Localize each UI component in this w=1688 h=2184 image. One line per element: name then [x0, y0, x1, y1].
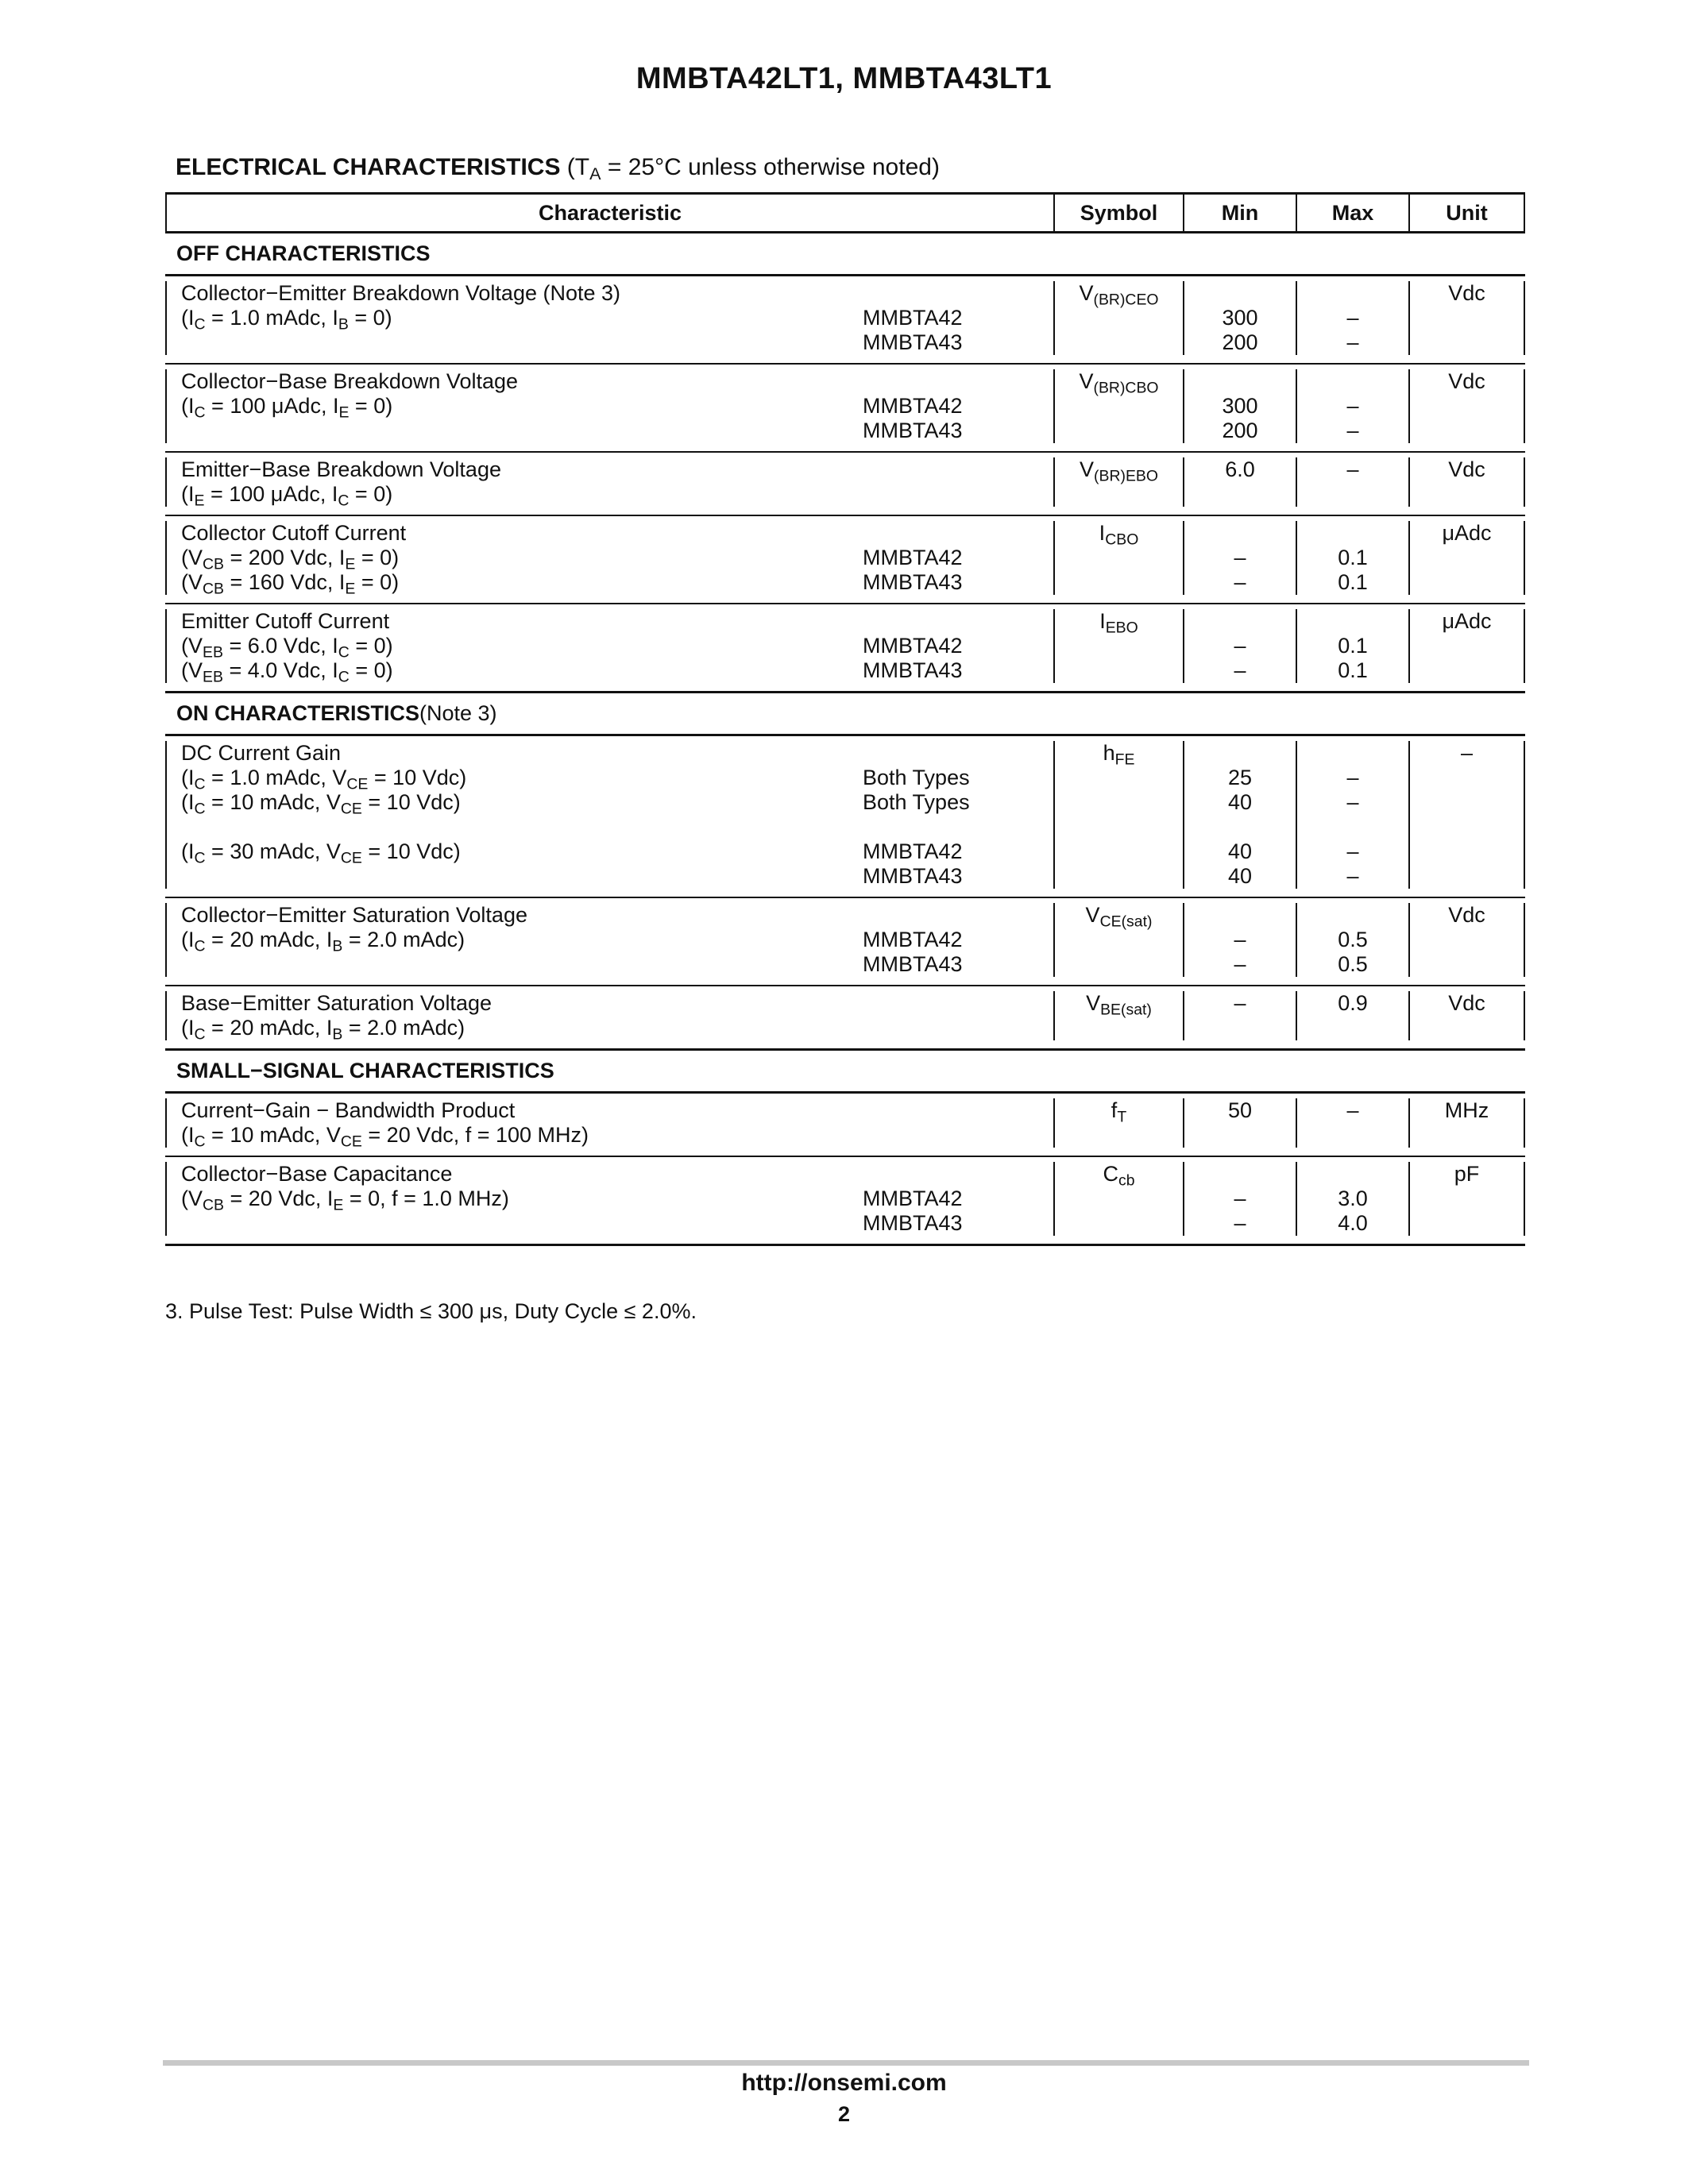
test-condition: ($I_C = 10$ mAdc, $V_{CE} = 20$ Vdc, f = 100 MHz) [181, 1123, 589, 1151]
max-value: 0.5 [1338, 952, 1368, 976]
device-type: MMBTA42 [863, 839, 963, 863]
table-row [165, 898, 1525, 986]
symbol: $I_{CBO}$ [1055, 521, 1184, 595]
test-condition: ($I_C = 1.0$ mAdc, $V_{CE} = 10$ Vdc) [181, 766, 467, 793]
max-value: – [1346, 330, 1359, 354]
min-value: – [1234, 658, 1246, 682]
max-value: – [1346, 790, 1359, 814]
min-value: 40 [1227, 790, 1253, 814]
footer-url-link[interactable]: http://onsemi.com [741, 2070, 947, 2096]
table-row [165, 276, 1525, 365]
min-value: 50 [1184, 1098, 1297, 1148]
device-type: MMBTA42 [863, 634, 963, 658]
group-title: SMALL−SIGNAL CHARACTERISTICS [176, 1059, 554, 1082]
unit: MHz [1410, 1098, 1525, 1148]
test-condition: ($V_{CB} = 20$ Vdc, $I_E = 0$, f = 1.0 MHz) [181, 1187, 509, 1214]
table-header [165, 192, 1525, 233]
table-row [165, 516, 1525, 604]
symbol: $V_{(BR)CBO}$ [1055, 369, 1184, 443]
test-condition: ($I_C = 1.0$ mAdc, $I_B = 0$) [181, 306, 392, 334]
test-condition: ($I_C = 20$ mAdc, $I_B = 2.0$ mAdc) [181, 1016, 465, 1044]
device-type: MMBTA42 [863, 306, 963, 330]
min-value: – [1184, 991, 1297, 1040]
max-value: 4.0 [1338, 1211, 1368, 1235]
table-row [165, 365, 1525, 453]
min-value: 200 [1222, 330, 1258, 354]
test-condition: ($I_C = 100$ μAdc, $I_E = 0$) [181, 394, 393, 422]
test-condition: ($V_{EB} = 6.0$ Vdc, $I_C = 0$) [181, 634, 393, 662]
device-type: MMBTA42 [863, 394, 963, 418]
heading-pre: (T [566, 154, 590, 180]
table-row [165, 1157, 1525, 1246]
min-value: – [1234, 1211, 1246, 1235]
param-name: Collector−Base Capacitance [181, 1162, 453, 1186]
param-name: Emitter Cutoff Current [181, 609, 390, 633]
symbol: $f_T$ [1055, 1098, 1184, 1148]
unit: Vdc [1410, 903, 1525, 977]
symbol: $V_{CE(sat)}$ [1055, 903, 1184, 977]
param-name: Collector−Base Breakdown Voltage [181, 369, 519, 393]
header-symbol: Symbol [1055, 195, 1184, 231]
document-title: MMBTA42LT1, MMBTA43LT1 [635, 62, 1053, 95]
min-value: – [1234, 952, 1246, 976]
unit: Vdc [1410, 991, 1525, 1040]
group-off [165, 233, 1525, 276]
min-value: – [1234, 928, 1246, 951]
device-type: MMBTA43 [863, 330, 963, 354]
device-type: MMBTA43 [863, 1211, 963, 1235]
table-row [165, 604, 1525, 693]
device-type: Both Types [863, 766, 970, 789]
min-value: – [1234, 634, 1246, 658]
min-value: 200 [1222, 419, 1258, 442]
group-small-signal [165, 1051, 1525, 1094]
max-value: – [1346, 839, 1359, 863]
min-value: 300 [1222, 394, 1258, 418]
device-type: MMBTA42 [863, 928, 963, 951]
symbol: $V_{BE(sat)}$ [1055, 991, 1184, 1040]
max-value: 0.1 [1338, 658, 1368, 682]
device-type: MMBTA43 [863, 952, 963, 976]
test-condition: ($V_{CB} = 160$ Vdc, $I_E = 0$) [181, 570, 400, 598]
unit: – [1410, 741, 1525, 889]
unit: μAdc [1410, 521, 1525, 595]
min-value: – [1234, 1187, 1246, 1210]
section-heading [176, 154, 940, 184]
max-value: – [1346, 766, 1359, 789]
param-name: Collector−Emitter Breakdown Voltage (Note 3) [181, 281, 621, 305]
header-max: Max [1297, 195, 1410, 231]
max-value: 0.1 [1338, 634, 1368, 658]
unit: pF [1410, 1162, 1525, 1236]
min-value: 40 [1227, 839, 1253, 863]
unit: Vdc [1410, 281, 1525, 355]
electrical-characteristics-table [165, 192, 1525, 1246]
symbol: $V_{(BR)CEO}$ [1055, 281, 1184, 355]
test-condition: ($I_E = 100$ μAdc, $I_C = 0$) [181, 482, 393, 510]
table-row [165, 986, 1525, 1051]
device-type: MMBTA43 [863, 570, 963, 594]
group-on [165, 693, 1525, 736]
test-condition: ($V_{EB} = 4.0$ Vdc, $I_C = 0$) [181, 658, 393, 686]
max-value: 0.9 [1297, 991, 1410, 1040]
device-type: MMBTA43 [863, 658, 963, 682]
table-row [165, 736, 1525, 898]
group-note: (Note 3) [419, 701, 497, 725]
symbol: $I_{EBO}$ [1055, 609, 1184, 683]
table-row [165, 1094, 1525, 1157]
param-name: DC Current Gain [181, 741, 342, 765]
heading-bold: ELECTRICAL CHARACTERISTICS [176, 154, 561, 180]
device-type: MMBTA43 [863, 419, 963, 442]
min-value: 300 [1222, 306, 1258, 330]
heading-post: = 25°C unless otherwise noted) [601, 154, 940, 180]
param-name: Base−Emitter Saturation Voltage [181, 991, 492, 1015]
test-condition: ($V_{CB} = 200$ Vdc, $I_E = 0$) [181, 546, 400, 573]
min-value: – [1234, 570, 1246, 594]
max-value: 0.5 [1338, 928, 1368, 951]
min-value: 40 [1227, 864, 1253, 888]
device-type: MMBTA43 [863, 864, 963, 888]
device-type: MMBTA42 [863, 1187, 963, 1210]
symbol: $h_{FE}$ [1055, 741, 1184, 889]
group-title: ON CHARACTERISTICS [176, 701, 420, 725]
max-value: 0.1 [1338, 546, 1368, 569]
test-condition: ($I_C = 10$ mAdc, $V_{CE} = 10$ Vdc) [181, 790, 461, 818]
max-value: – [1346, 394, 1359, 418]
header-characteristic: Characteristic [165, 195, 1055, 231]
max-value: – [1346, 419, 1359, 442]
unit: Vdc [1410, 369, 1525, 443]
header-min: Min [1184, 195, 1297, 231]
group-title: OFF CHARACTERISTICS [176, 241, 431, 265]
max-value: – [1346, 864, 1359, 888]
max-value: – [1346, 306, 1359, 330]
max-value: – [1297, 1098, 1410, 1148]
symbol: $V_{(BR)EBO}$ [1055, 457, 1184, 507]
heading-sub: A [589, 164, 601, 184]
max-value: – [1297, 457, 1410, 507]
max-value: 0.1 [1338, 570, 1368, 594]
param-name: Current−Gain − Bandwidth Product [181, 1098, 516, 1122]
max-value: 3.0 [1338, 1187, 1368, 1210]
param-name: Emitter−Base Breakdown Voltage [181, 457, 501, 481]
min-value: 6.0 [1184, 457, 1297, 507]
table-row [165, 453, 1525, 516]
min-value: – [1234, 546, 1246, 569]
unit: μAdc [1410, 609, 1525, 683]
footnote: 3. Pulse Test: Pulse Width ≤ 300 μs, Duty Cycle ≤ 2.0%. [165, 1299, 697, 1323]
test-condition: ($I_C = 30$ mAdc, $V_{CE} = 10$ Vdc) [181, 839, 461, 867]
test-condition: ($I_C = 20$ mAdc, $I_B = 2.0$ mAdc) [181, 928, 465, 955]
min-value: 25 [1227, 766, 1253, 789]
device-type: Both Types [863, 790, 970, 814]
param-name: Collector Cutoff Current [181, 521, 407, 545]
footer-divider [163, 2060, 1529, 2066]
symbol: $C_{cb}$ [1055, 1162, 1184, 1236]
page-number: 2 [837, 2102, 851, 2126]
device-type: MMBTA42 [863, 546, 963, 569]
unit: Vdc [1410, 457, 1525, 507]
header-unit: Unit [1410, 195, 1525, 231]
param-name: Collector−Emitter Saturation Voltage [181, 903, 527, 927]
